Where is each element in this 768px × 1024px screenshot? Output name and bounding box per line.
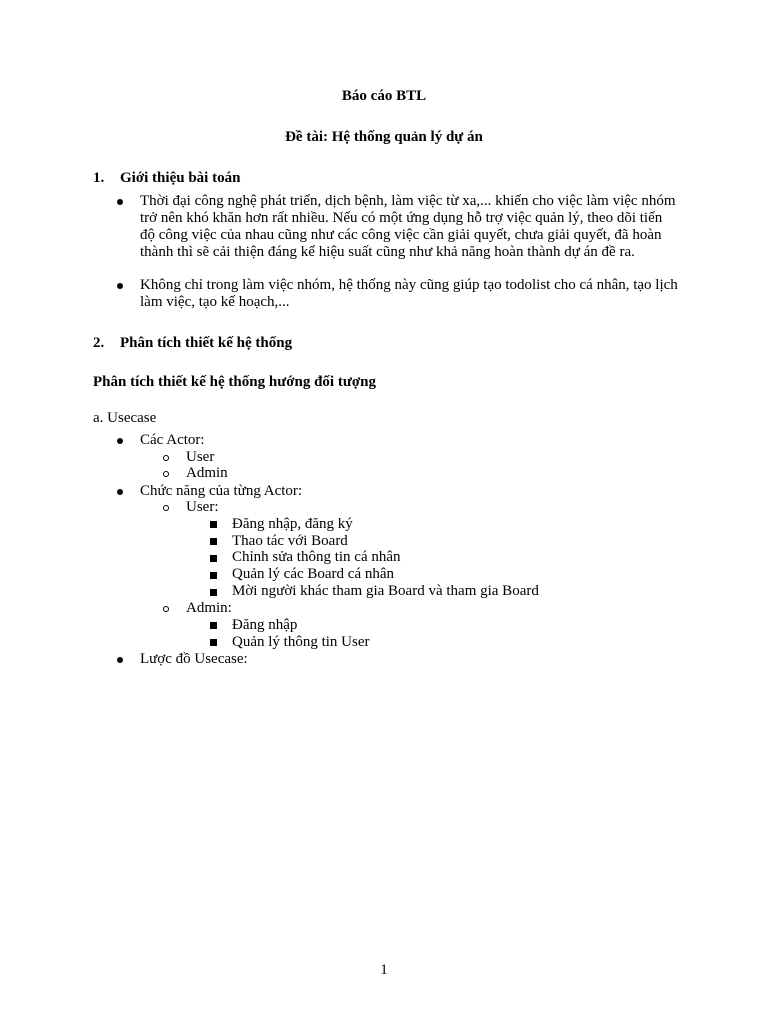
page-number: 1 xyxy=(380,962,388,978)
user-functions-label: User: xyxy=(186,499,219,515)
section-2-subheading: Phân tích thiết kế hệ thống hướng đối tượng xyxy=(93,374,376,390)
user-function-item: Mời người khác tham gia Board và tham gia Board xyxy=(232,583,539,599)
user-function-item: Quản lý các Board cá nhân xyxy=(232,566,395,582)
bullet-square-icon xyxy=(210,572,217,579)
admin-function-item: Quản lý thông tin User xyxy=(232,634,370,650)
bullet-circle-icon xyxy=(163,471,169,477)
section-1-paragraph-1: Thời đại công nghệ phát triển, dịch bệnh, làm việc từ xa,... khiến cho việc làm việc nhóm trở nên khó khăn hơn rất nhiều. Nếu có một ứng dụng hỗ trợ việc quản lý, theo dõi tiến độ công việc của nhau cũng như các công việc cần giải quyết, chưa giải quyết, đã hoàn thành thì sẽ cải thiện đáng kể hiệu suất cũng như khả năng hoàn thành dự án đề ra. xyxy=(140,193,676,260)
bullet-dot-icon xyxy=(117,438,123,444)
bullet-square-icon xyxy=(210,622,217,629)
actor-item: Admin xyxy=(186,465,228,481)
document-topic: Đề tài: Hệ thống quản lý dự án xyxy=(285,129,483,145)
bullet-square-icon xyxy=(210,538,217,545)
bullet-circle-icon xyxy=(163,505,169,511)
bullet-square-icon xyxy=(210,555,217,562)
section-2-number: 2. xyxy=(93,335,105,351)
section-2-heading: Phân tích thiết kế hệ thống xyxy=(120,335,293,351)
usecase-label: a. Usecase xyxy=(93,410,157,426)
actor-item: User xyxy=(186,449,215,465)
admin-function-item: Đăng nhập xyxy=(232,617,298,633)
functions-label: Chức năng của từng Actor: xyxy=(140,483,303,499)
bullet-dot-icon xyxy=(117,199,123,205)
bullet-dot-icon xyxy=(117,489,123,495)
bullet-square-icon xyxy=(210,589,217,596)
user-function-item: Đăng nhập, đăng ký xyxy=(232,516,353,532)
document-title: Báo cáo BTL xyxy=(341,88,427,104)
bullet-circle-icon xyxy=(163,455,169,461)
bullet-dot-icon xyxy=(117,657,123,663)
section-1-paragraph-2: Không chỉ trong làm việc nhóm, hệ thống này cũng giúp tạo todolist cho cá nhân, tạo lịch làm việc, tạo kế hoạch,... xyxy=(140,277,678,310)
bullet-square-icon xyxy=(210,521,217,528)
section-1-number: 1. xyxy=(93,170,105,186)
section-1-heading: Giới thiệu bài toán xyxy=(120,170,241,186)
user-function-item: Chỉnh sửa thông tin cá nhân xyxy=(232,549,401,565)
user-function-item: Thao tác với Board xyxy=(232,533,348,549)
actors-label: Các Actor: xyxy=(140,432,205,448)
bullet-square-icon xyxy=(210,639,217,646)
usecase-diagram-label: Lược đồ Usecase: xyxy=(140,651,248,667)
bullet-dot-icon xyxy=(117,283,123,289)
admin-functions-label: Admin: xyxy=(186,600,232,616)
bullet-circle-icon xyxy=(163,606,169,612)
